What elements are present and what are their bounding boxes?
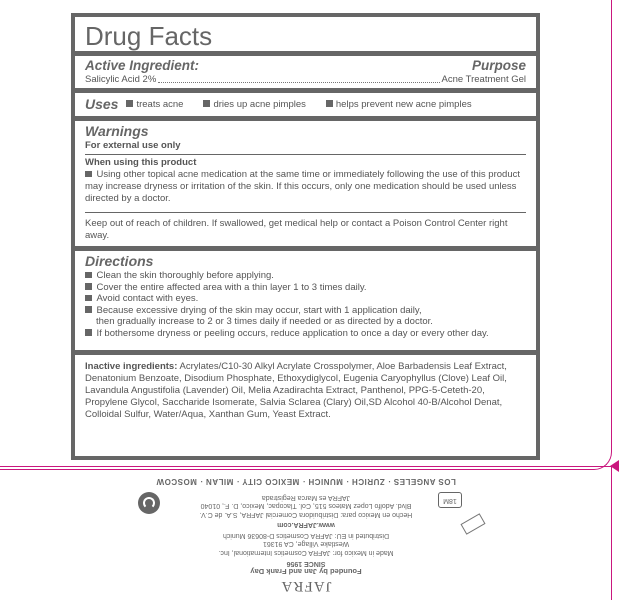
direction-item: Because excessive drying of the skin may occur, start with 1 application daily, [85,305,526,317]
bullet-icon [203,100,210,107]
founded-text: Founded by Jan and Frank Day [250,567,362,576]
use-item: dries up acne pimples [203,99,305,110]
warnings-section [85,121,526,242]
bullet-icon [85,306,92,313]
purpose-heading: Purpose [471,58,526,73]
leader-dots [158,74,439,83]
external-use-note: For external use only [85,140,181,151]
active-ingredient-heading: Active Ingredient: [85,58,200,73]
uses-heading: Uses [85,96,119,112]
direction-item: If bothersome dryness or peeling occurs, reduce application to once a day or every other day. [85,328,526,340]
bullet-icon [126,100,133,107]
hecho-block: Hecho en Mexico para: Distribuidora Comercial JAFRA, S.A. de C.V. Blvd. Adolfo Lopez Mateos 515, Col. Tlacopac, Mexico, D. F., 01040 JAFRA es Marca Registrada [199,494,413,518]
bullet-icon [85,329,92,336]
back-label-upside-down [0,472,612,600]
direction-item: Cover the entire affected area with a thin layer 1 to 3 times daily. [85,282,526,294]
uses-section [85,93,526,116]
drug-facts-title: Drug Facts [85,21,213,51]
direction-continuation: then gradually increase to 2 or 3 times daily if needed or as directed by a doctor. [96,316,433,328]
use-item: helps prevent new acne pimples [326,99,472,110]
warnings-heading: Warnings [85,123,149,139]
ingredient-row [85,74,526,86]
cities-text: LOS ANGELES · ZURICH · MUNICH · MEXICO CITY · MILAN · MOSCOW [156,477,456,486]
registration-marker-icon [610,460,619,472]
keep-out-of-reach: Keep out of reach of children. If swallowed, get medical help or contact a Poison Control Center right away. [85,217,508,241]
directions-section [85,251,526,340]
active-ingredient-header [85,58,526,74]
website-text: www.JAFRA.com [277,521,335,528]
period-after-opening-icon: 18M [438,492,462,508]
when-using-text: Using other topical acne medication at the same time or immediately following the use of this product may increase dryness or irritation of the skin. If this occurs, only one medication should be used unless directed by a doctor. [85,169,520,205]
divider [75,51,536,56]
cut-line [0,466,612,467]
bullet-icon [85,171,92,178]
bullet-icon [85,283,92,290]
recycle-icon [138,492,160,514]
inactive-ingredients [85,355,526,422]
when-using-heading: When using this product [85,157,197,168]
bullet-icon [85,295,92,302]
directions-heading: Directions [85,253,154,270]
use-item: treats acne [126,99,183,110]
made-in-block: Made in Mexico for: JAFRA Cosmetics International, Inc. Westlake Village, CA 91361 Distributed in EU: JAFRA Cosmetics D-80636 Munich [218,532,394,556]
divider [85,154,526,155]
bullet-icon [85,272,92,279]
ingredient-purpose: Acne Treatment Gel [441,74,526,85]
inactive-text: Acrylates/C10-30 Alkyl Acrylate Crosspolymer, Aloe Barbadensis Leaf Extract, Denatonium Benzoate, Disodium Phosphate, Ethoxydiglycol, Eugenia Caryophyllus (Clove) Leaf Oil, Lavandula Angustifolia (Lavender) Oil, Melia Azadirachta Extract, Panthenol, PPG-5-Ceteth-20, Propylene Glycol, Saccharide Isomerate, Salvia Sclarea (Clary) Oil,SD Alcohol 40-B/Alcohol Denat, Colloidal Sulfur, Water/Aqua, Xanthan Gum, Yeast Extract. [85,360,507,421]
direction-item: Clean the skin thoroughly before applying. [85,270,526,282]
brand-logo: JAFRA [280,578,332,594]
ingredient-name: Salicylic Acid 2% [85,74,157,85]
inactive-label: Inactive ingredients: [85,360,178,372]
since-text: SINCE 1956 [286,560,326,567]
drug-facts-panel [71,13,540,460]
bullet-icon [326,100,333,107]
direction-item: Avoid contact with eyes. [85,293,526,305]
divider [85,212,526,213]
